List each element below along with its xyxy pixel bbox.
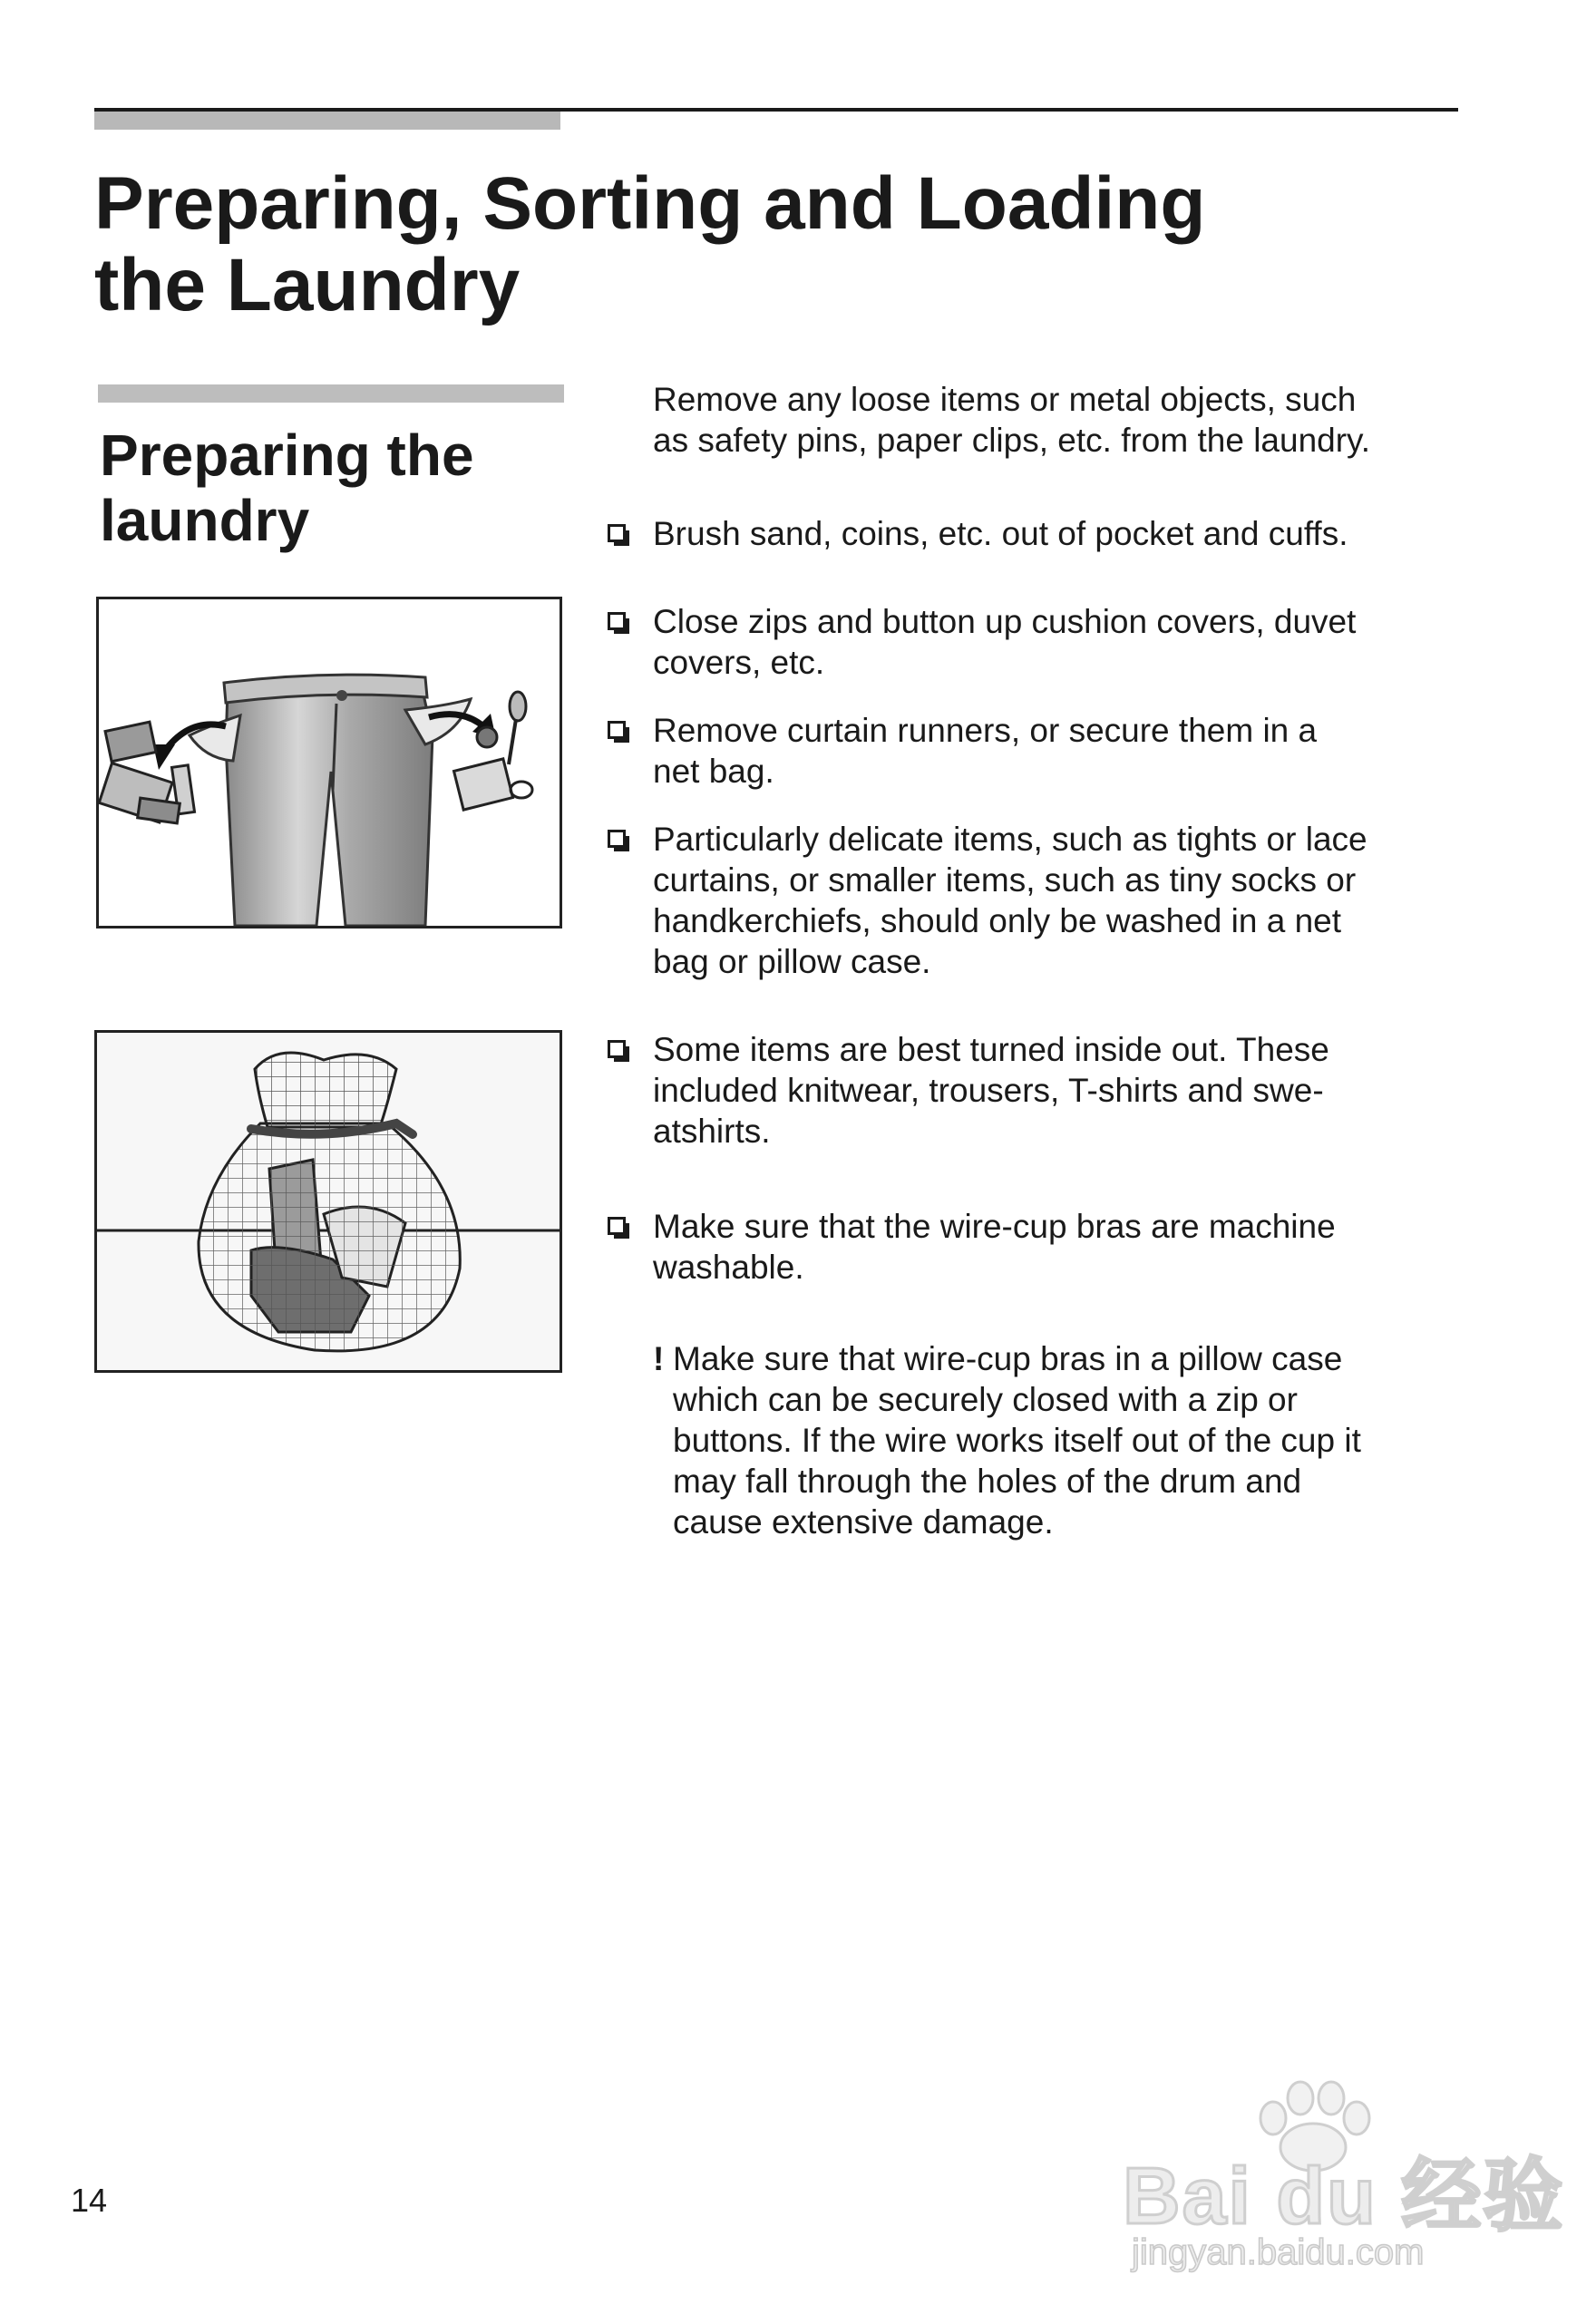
page-number: 14 (71, 2182, 108, 2219)
checklist-line: washable. (653, 1249, 804, 1286)
warning-line: Make sure that wire-cup bras in a pillow case (673, 1340, 1343, 1377)
checklist-line: net bag. (653, 753, 774, 790)
intro-line: Remove any loose items or metal objects, such (653, 381, 1357, 418)
checkbox-icon (608, 524, 626, 542)
checklist-line: Some items are best turned inside out. These (653, 1031, 1329, 1068)
content-column (608, 379, 1451, 1542)
warning-line: which can be securely closed with a zip or (673, 1381, 1298, 1418)
laundry-net-bag-icon (97, 1033, 560, 1370)
checklist-item (608, 513, 1451, 554)
checklist-line: curtains, or smaller items, such as tiny socks or (653, 861, 1357, 899)
checklist-item (608, 710, 1451, 792)
watermark-brand: Bai du 经验 (1123, 2151, 1565, 2241)
checklist-item (608, 1029, 1451, 1152)
watermark (1123, 2076, 1565, 2276)
checklist-line: included knitwear, trousers, T-shirts and swe- (653, 1072, 1324, 1109)
warning-line: may fall through the holes of the drum and (673, 1463, 1302, 1500)
watermark-url: jingyan.baidu.com (1132, 2232, 1425, 2272)
section-title-line: laundry (100, 488, 310, 553)
checkbox-icon (608, 830, 626, 848)
checkbox-icon (608, 1217, 626, 1235)
trousers-figure (96, 597, 562, 929)
checklist-line: covers, etc. (653, 644, 825, 681)
checklist-line: atshirts. (653, 1113, 771, 1150)
checklist-item (608, 601, 1451, 683)
checklist-line: handkerchiefs, should only be washed in a net (653, 902, 1342, 939)
page-title-line: the Laundry (94, 244, 521, 326)
page-title (94, 163, 1273, 326)
section-title (100, 423, 571, 553)
warning-line: buttons. If the wire works itself out of the cup it (673, 1422, 1361, 1459)
top-rule-accent (94, 112, 560, 130)
checkbox-icon (608, 1040, 626, 1058)
section-rule (98, 384, 564, 403)
checkbox-icon (608, 721, 626, 739)
intro-line: as safety pins, paper clips, etc. from the laundry. (653, 422, 1371, 459)
netbag-figure (94, 1030, 562, 1373)
checkbox-icon (608, 612, 626, 630)
checklist-line: Particularly delicate items, such as tights or lace (653, 821, 1367, 858)
checklist-line: Close zips and button up cushion covers, duvet (653, 603, 1357, 640)
section-title-line: Preparing the (100, 423, 474, 488)
checklist-item (608, 1206, 1451, 1288)
checklist-line: Remove curtain runners, or secure them in a (653, 712, 1318, 749)
checklist-line: Brush sand, coins, etc. out of pocket and cuffs. (653, 515, 1348, 552)
warning-line: cause extensive damage. (673, 1503, 1054, 1541)
warning-icon: ! (653, 1340, 665, 1377)
page-title-line: Preparing, Sorting and Loading (94, 162, 1206, 245)
checklist-line: Make sure that the wire-cup bras are machine (653, 1208, 1336, 1245)
warning-text (673, 1338, 1451, 1542)
warning-note (608, 1338, 1451, 1542)
checklist-line: bag or pillow case. (653, 943, 931, 980)
checklist-item (608, 819, 1451, 982)
intro-paragraph (608, 379, 1451, 461)
trousers-emptying-pockets-icon (99, 599, 560, 926)
